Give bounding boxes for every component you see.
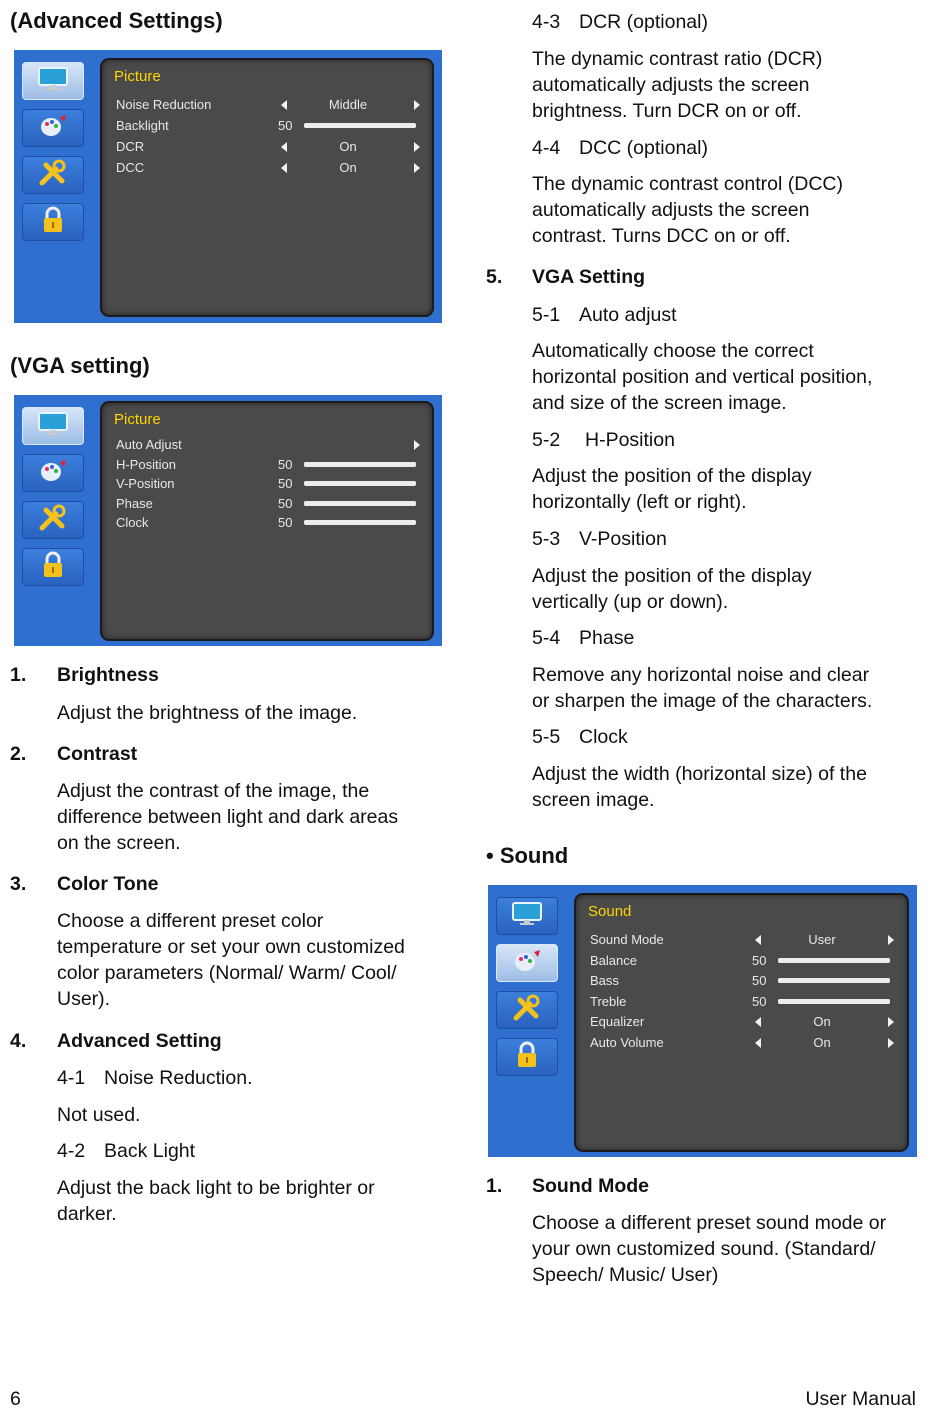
subitem-body <box>532 46 822 124</box>
subitem-title: Back Light <box>104 1140 196 1162</box>
osd-row-value: On <box>813 1034 831 1050</box>
arrow-right-icon[interactable] <box>888 1017 894 1027</box>
osd-menu-tab[interactable] <box>496 991 558 1029</box>
osd-row[interactable] <box>116 95 418 115</box>
text-line: automatically adjusts the screen <box>532 199 810 221</box>
osd-menu-tab[interactable] <box>22 203 84 241</box>
osd-row-value: 50 <box>278 515 293 530</box>
subitem-number: 5-2 <box>532 429 561 451</box>
osd-slider-bar[interactable] <box>304 501 416 506</box>
arrow-left-icon[interactable] <box>755 935 761 945</box>
item-title-advanced-setting: Advanced Setting <box>57 1030 222 1052</box>
osd-panel <box>100 58 434 317</box>
text-line: Adjust the width (horizontal size) of the <box>532 763 867 785</box>
item-title-brightness: Brightness <box>57 664 159 686</box>
item-body <box>57 908 405 1012</box>
subitem-body <box>532 761 867 813</box>
subitem-number: 4-2 <box>57 1140 86 1162</box>
osd-row-label: Balance <box>590 952 637 968</box>
osd-row-label: Auto Adjust <box>116 437 182 452</box>
arrow-right-icon[interactable] <box>414 440 420 450</box>
osd-slider-fill <box>304 123 416 128</box>
list-number: 2. <box>10 743 27 765</box>
osd-row-label: Phase <box>116 495 153 511</box>
osd-row-value: 50 <box>752 952 767 968</box>
arrow-left-icon[interactable] <box>755 1017 761 1027</box>
subitem-title: DCR (optional) <box>579 11 708 33</box>
arrow-right-icon[interactable] <box>414 163 420 173</box>
subitem-body <box>532 563 812 615</box>
osd-row-label: Equalizer <box>590 1014 645 1029</box>
osd-slider-fill <box>778 999 890 1004</box>
arrow-left-icon[interactable] <box>755 1038 761 1048</box>
arrow-left-icon[interactable] <box>281 163 287 173</box>
text-line: or sharpen the image of the characters. <box>532 690 873 712</box>
text-line: contrast. Turns DCC on or off. <box>532 225 791 247</box>
osd-row-label: Sound Mode <box>590 932 664 947</box>
subitem-title: Auto adjust <box>579 304 677 326</box>
subitem-title: Phase <box>579 627 635 649</box>
osd-vga-setting-screenshot <box>14 395 442 646</box>
osd-slider-fill <box>304 501 416 506</box>
osd-panel <box>100 401 434 641</box>
text-line: temperature or set your own customized <box>57 936 405 958</box>
osd-row-value: 50 <box>278 118 293 133</box>
osd-row-value: On <box>813 1014 831 1029</box>
osd-slider-bar[interactable] <box>304 462 416 467</box>
text-line: Remove any horizontal noise and clear <box>532 664 870 686</box>
text-line: Choose a different preset color <box>57 910 324 932</box>
tools-icon <box>36 504 70 537</box>
osd-slider-bar[interactable] <box>304 123 416 128</box>
osd-menu-tab[interactable] <box>22 548 84 586</box>
arrow-right-icon[interactable] <box>888 1038 894 1048</box>
osd-row[interactable] <box>116 116 418 136</box>
subitem-number: 5-1 <box>532 304 561 326</box>
osd-row-value: 50 <box>278 456 293 472</box>
subitem-title: V-Position <box>579 528 667 550</box>
subitem-number: 5-3 <box>532 528 561 550</box>
osd-row-label: Backlight <box>116 118 169 133</box>
osd-row-value: 50 <box>752 993 767 1009</box>
osd-row-label: Treble <box>590 993 627 1009</box>
text-line: Adjust the back light to be brighter or <box>57 1177 375 1199</box>
monitor-icon <box>36 66 70 97</box>
osd-slider-fill <box>304 462 416 467</box>
osd-row[interactable] <box>116 513 418 533</box>
list-number: 5. <box>486 266 503 288</box>
tools-icon <box>36 159 70 192</box>
list-number: 1. <box>486 1175 503 1197</box>
osd-title: Picture <box>114 411 161 428</box>
subitem-body <box>532 463 812 515</box>
osd-slider-bar[interactable] <box>778 999 890 1004</box>
arrow-left-icon[interactable] <box>281 100 287 110</box>
osd-row[interactable] <box>116 137 418 157</box>
page-number: 6 <box>10 1388 21 1410</box>
text-line: and size of the screen image. <box>532 392 787 414</box>
lock-icon <box>512 1040 542 1075</box>
item-body <box>532 1210 886 1288</box>
text-line: darker. <box>57 1203 117 1225</box>
subitem-body <box>532 171 843 249</box>
osd-menu-tab[interactable] <box>22 156 84 194</box>
osd-icon-column <box>496 897 560 1085</box>
text-line: Choose a different preset sound mode or <box>532 1212 887 1234</box>
osd-menu-tab[interactable] <box>22 109 84 147</box>
text-line: vertically (up or down). <box>532 591 729 613</box>
osd-menu-tab[interactable] <box>22 62 84 100</box>
text-line: screen image. <box>532 789 655 811</box>
subitem-number: 4-3 <box>532 11 561 33</box>
osd-row[interactable] <box>116 455 418 475</box>
arrow-right-icon[interactable] <box>888 935 894 945</box>
arrow-left-icon[interactable] <box>281 142 287 152</box>
osd-row[interactable] <box>116 474 418 494</box>
item-title-color-tone: Color Tone <box>57 873 159 895</box>
osd-row-label: Clock <box>116 515 149 530</box>
osd-row-label: H-Position <box>116 456 176 472</box>
osd-slider-fill <box>778 958 890 963</box>
subitem-body <box>532 338 872 416</box>
osd-row-value: User <box>808 932 836 947</box>
monitor-icon <box>36 411 70 442</box>
osd-slider-bar[interactable] <box>304 520 416 525</box>
osd-row-value: 50 <box>278 476 293 491</box>
text-line: Speech/ Music/ User) <box>532 1264 719 1286</box>
subitem-title: H-Position <box>585 429 675 451</box>
item-title-sound-mode: Sound Mode <box>532 1175 649 1197</box>
subitem-body: Not used. <box>57 1104 141 1126</box>
osd-row-value: 50 <box>752 973 767 988</box>
monitor-icon <box>510 901 544 932</box>
subitem-number: 5-5 <box>532 726 561 748</box>
subitem-title: DCC (optional) <box>579 137 708 159</box>
list-number: 3. <box>10 873 27 895</box>
vga-setting-heading: (VGA setting) <box>10 353 150 378</box>
osd-row[interactable] <box>116 435 418 455</box>
osd-row[interactable] <box>590 1033 893 1053</box>
osd-row[interactable] <box>590 992 893 1012</box>
advanced-settings-heading: (Advanced Settings) <box>10 8 223 33</box>
text-line: color parameters (Normal/ Warm/ Cool/ <box>57 962 397 984</box>
arrow-right-icon[interactable] <box>414 142 420 152</box>
color-palette-icon <box>36 458 70 489</box>
osd-icon-column <box>22 407 86 595</box>
color-palette-icon <box>510 948 544 979</box>
list-number: 1. <box>10 664 27 686</box>
osd-row-value: Middle <box>328 97 368 112</box>
osd-row-value: On <box>339 139 357 154</box>
subitem-body <box>532 662 872 714</box>
osd-menu-tab[interactable] <box>496 1038 558 1076</box>
arrow-right-icon[interactable] <box>414 100 420 110</box>
osd-slider-fill <box>304 520 416 525</box>
item-title-vga-setting: VGA Setting <box>532 266 646 288</box>
item-body <box>57 778 398 856</box>
osd-row[interactable] <box>590 951 893 971</box>
color-palette-icon <box>36 113 70 144</box>
text-line: automatically adjusts the screen <box>532 74 810 96</box>
lock-icon <box>38 550 68 585</box>
text-line: Adjust the position of the display <box>532 465 812 487</box>
text-line: The dynamic contrast control (DCC) <box>532 173 844 195</box>
osd-row[interactable] <box>590 971 893 991</box>
osd-row-label: DCC <box>116 160 145 175</box>
item-body: Adjust the brightness of the image. <box>57 702 358 724</box>
text-line: horizontal position and vertical position, <box>532 366 873 388</box>
text-line: horizontally (left or right). <box>532 491 747 513</box>
osd-row-value: On <box>339 160 357 175</box>
osd-row[interactable] <box>116 158 418 178</box>
osd-row-label: Noise Reduction <box>116 97 212 112</box>
osd-menu-tab[interactable] <box>496 897 558 935</box>
subitem-title: Noise Reduction. <box>104 1067 253 1089</box>
text-line: Adjust the contrast of the image, the <box>57 780 370 802</box>
osd-slider-fill <box>304 481 416 486</box>
osd-slider-bar[interactable] <box>778 958 890 963</box>
subitem-number: 5-4 <box>532 627 561 649</box>
osd-title: Sound <box>588 903 632 920</box>
subitem-body <box>57 1175 375 1227</box>
list-number: 4. <box>10 1030 27 1052</box>
osd-row-label: Auto Volume <box>590 1034 664 1050</box>
text-line: on the screen. <box>57 832 181 854</box>
subitem-number: 4-1 <box>57 1067 86 1089</box>
text-line: Adjust the position of the display <box>532 565 812 587</box>
sound-heading: • Sound <box>486 843 569 868</box>
text-line: brightness. Turn DCR on or off. <box>532 100 802 122</box>
item-title-contrast: Contrast <box>57 743 138 765</box>
osd-row-label: Bass <box>590 973 619 988</box>
osd-menu-tab[interactable] <box>22 454 84 492</box>
osd-panel <box>574 893 909 1152</box>
osd-slider-fill <box>778 978 890 983</box>
tools-icon <box>510 994 544 1027</box>
text-line: your own customized sound. (Standard/ <box>532 1238 876 1260</box>
osd-slider-bar[interactable] <box>304 481 416 486</box>
osd-row-value: 50 <box>278 495 293 511</box>
osd-icon-column <box>22 62 86 250</box>
osd-row[interactable] <box>116 494 418 514</box>
text-line: User). <box>57 988 111 1010</box>
text-line: difference between light and dark areas <box>57 806 399 828</box>
osd-menu-tab[interactable] <box>22 407 84 445</box>
osd-menu-tab[interactable] <box>22 501 84 539</box>
subitem-title: Clock <box>579 726 628 748</box>
subitem-number: 4-4 <box>532 137 561 159</box>
text-line: The dynamic contrast ratio (DCR) <box>532 48 823 70</box>
osd-advanced-settings-screenshot <box>14 50 442 323</box>
osd-sound-screenshot <box>488 885 917 1157</box>
osd-row-label: V-Position <box>116 476 175 491</box>
lock-icon <box>38 205 68 240</box>
osd-slider-bar[interactable] <box>778 978 890 983</box>
osd-row[interactable] <box>590 1012 893 1032</box>
osd-menu-tab[interactable] <box>496 944 558 982</box>
osd-row[interactable] <box>590 930 893 950</box>
osd-title: Picture <box>114 68 161 85</box>
footer-manual-label: User Manual <box>805 1388 916 1410</box>
osd-row-label: DCR <box>116 139 145 154</box>
text-line: Automatically choose the correct <box>532 340 814 362</box>
